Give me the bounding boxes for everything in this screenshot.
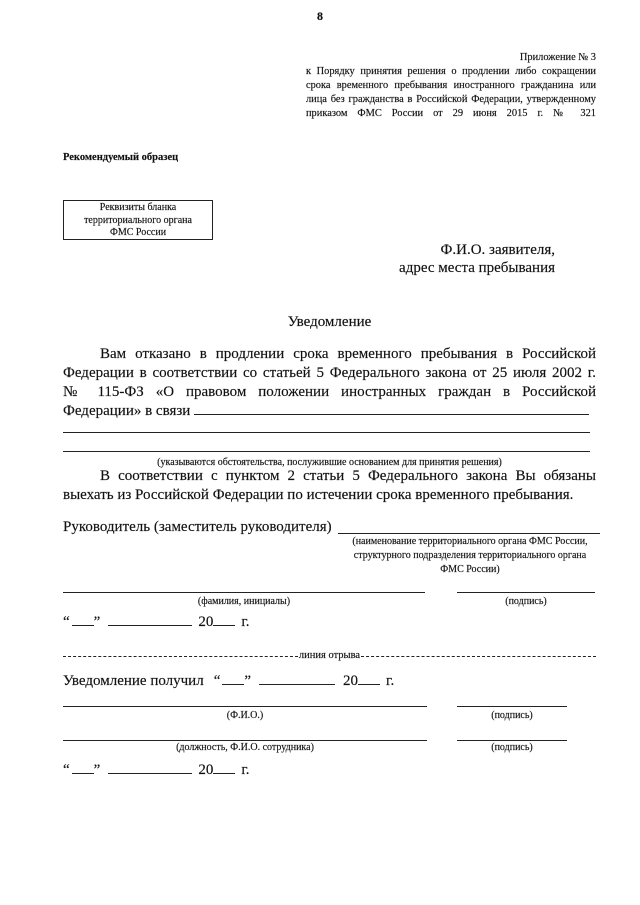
year-prefix: 20 <box>198 614 214 630</box>
appendix-block <box>306 51 596 121</box>
appendix-line: приказом ФМС России от 29 июня 2015 г. № 321 <box>306 108 596 119</box>
date-open-quote: “ <box>63 762 70 778</box>
head-name-line <box>338 533 600 534</box>
reason-blank-line <box>194 402 589 415</box>
day-blank <box>72 613 94 626</box>
head-caption-line: (наименование территориального органа ФМС России, <box>352 536 588 547</box>
receiver-signature-caption: (подпись) <box>491 710 533 721</box>
month-blank <box>108 613 192 626</box>
name-line <box>63 592 425 593</box>
date-line <box>63 613 250 632</box>
year-suffix: г. <box>386 673 395 689</box>
appendix-line: к Порядку принятия решения о продлении либо сокращении <box>306 66 596 77</box>
name-caption: (фамилия, инициалы) <box>197 596 291 607</box>
appendix-title: Приложение № 3 <box>519 52 596 63</box>
head-label: Руководитель (заместитель руководителя) <box>63 519 332 535</box>
tear-dash <box>63 656 298 657</box>
date-open-quote: “ <box>213 673 221 689</box>
addressee-block <box>399 241 555 277</box>
year-blank <box>213 613 235 626</box>
paragraph-line: Вам отказано в продлении срока временного пребывания в Российской <box>100 346 596 362</box>
receipt-label: Уведомление получил <box>63 673 204 689</box>
paragraph-tail: Федерации» в связи <box>63 403 191 419</box>
reason-blank-line <box>63 451 590 452</box>
addressee-address: адрес места пребывания <box>399 260 555 276</box>
appendix-line: лица без гражданства в Российской Федерации, утвержденному <box>306 94 596 105</box>
head-caption-line: структурного подразделения территориального органа <box>353 550 587 561</box>
year-prefix: 20 <box>198 762 214 778</box>
recommended-label: Рекомендуемый образец <box>63 152 179 163</box>
letterhead-line: территориального органа <box>84 214 192 226</box>
day-blank <box>72 761 94 774</box>
month-blank <box>259 672 335 685</box>
paragraph-line-with-blank <box>63 402 596 421</box>
officer-signature-caption: (подпись) <box>491 742 533 753</box>
tear-dash <box>361 656 596 657</box>
letterhead-line: Реквизиты бланка <box>99 202 177 213</box>
year-suffix: г. <box>241 614 250 630</box>
date-open-quote: “ <box>63 614 70 630</box>
tear-line-label: линия отрыва <box>298 650 361 661</box>
letterhead-line: ФМС России <box>109 227 167 238</box>
appendix-line: срока временного пребывания иностранного гражданина или <box>306 80 596 91</box>
paragraph-line: Федерации в соответствии со статьей 5 Федерального закона от 25 июля 2002 г. <box>63 365 596 381</box>
letterhead-box <box>63 200 213 240</box>
head-caption <box>339 535 601 577</box>
receiver-signature-line <box>457 706 567 707</box>
receipt-line <box>63 672 394 691</box>
officer-caption: (должность, Ф.И.О. сотрудника) <box>176 742 314 753</box>
year-prefix: 20 <box>343 673 359 689</box>
document-title: Уведомление <box>287 314 372 330</box>
paragraph-line: выехать из Российской Федерации по истечении срока временного пребывания. <box>63 487 574 503</box>
page-number: 8 <box>317 9 323 23</box>
day-blank <box>222 672 244 685</box>
paragraph-line: В соответствии с пунктом 2 статьи 5 Федерального закона Вы обязаны <box>100 468 596 484</box>
departure-paragraph <box>63 467 596 505</box>
receiver-name-caption: (Ф.И.О.) <box>226 710 264 721</box>
reason-caption: (указываются обстоятельства, послужившие основанием для принятия решения) <box>157 457 502 468</box>
date-line <box>63 761 250 780</box>
addressee-name: Ф.И.О. заявителя, <box>440 242 555 258</box>
tear-line <box>63 650 596 662</box>
month-blank <box>108 761 192 774</box>
year-blank <box>213 761 235 774</box>
year-blank <box>358 672 380 685</box>
refusal-paragraph <box>63 345 596 421</box>
receiver-name-line <box>63 706 427 707</box>
year-suffix: г. <box>241 762 250 778</box>
head-caption-line: ФМС России) <box>440 564 500 575</box>
paragraph-line: № 115-ФЗ «О правовом положении иностранных граждан в Российской <box>63 384 596 400</box>
date-close-quote: ” <box>93 614 101 630</box>
date-close-quote: ” <box>93 762 101 778</box>
signature-caption: (подпись) <box>505 596 547 607</box>
reason-blank-line <box>63 432 590 433</box>
signature-line <box>457 592 595 593</box>
date-close-quote: ” <box>244 673 252 689</box>
